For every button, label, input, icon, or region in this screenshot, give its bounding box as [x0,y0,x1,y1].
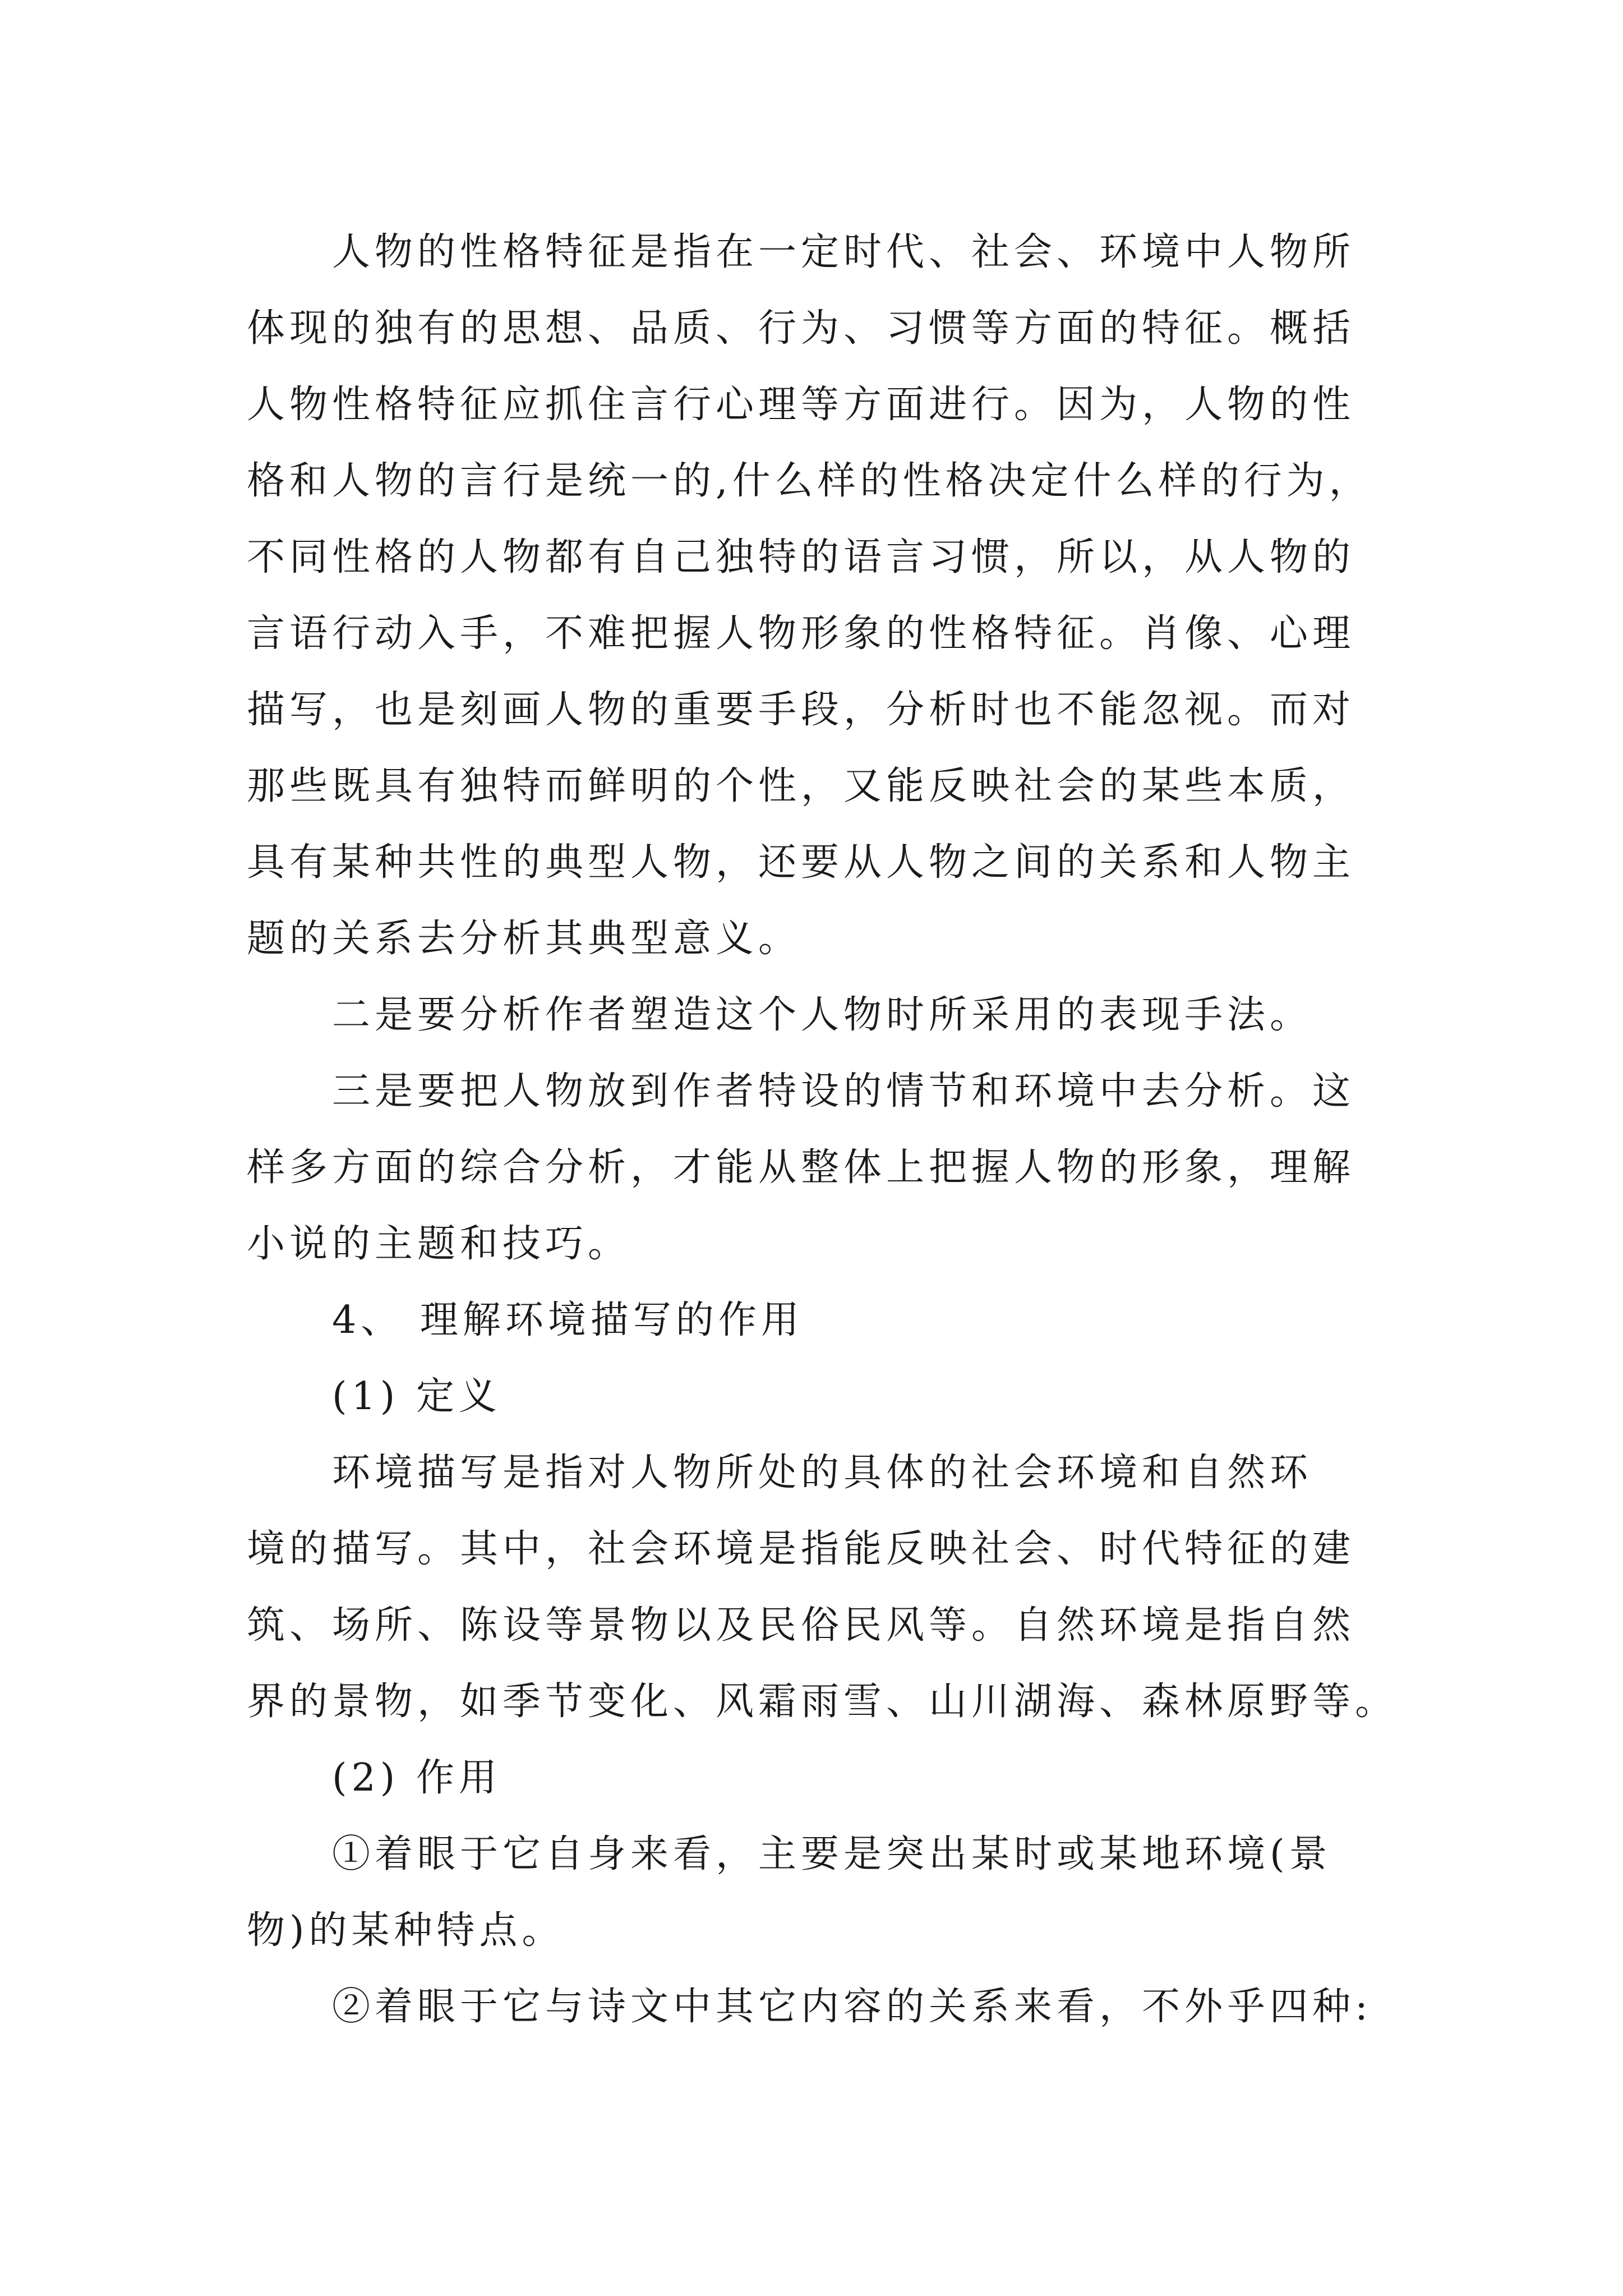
text-line: 人物的性格特征是指在一定时代、社会、环境中人物所 [332,230,1355,274]
text-line: 样多方面的综合分析，才能从整体上把握人物的形象，理解 [247,1145,1355,1190]
text-line: 格和人物的言行是统一的,什么样的性格决定什么样的行为， [247,459,1372,503]
paragraph-function-one [247,1816,1391,1969]
text-line: 那些既具有独特而鲜明的个性，又能反映社会的某些本质， [247,764,1355,808]
text-line: 筑、场所、陈设等景物以及民俗民风等。自然环境是指自然 [247,1603,1355,1648]
text-line: (2) 作用 [332,1756,501,1800]
text-line: 题的关系去分析其典型意义。 [247,917,801,961]
subheading-definition [247,1359,1391,1435]
text-line: 4、 理解环境描写的作用 [332,1298,804,1342]
text-line: ②着眼于它与诗文中其它内容的关系来看，不外乎四种: [332,1985,1372,2029]
text-line: 物)的某种特点。 [247,1908,565,1953]
text-line: 二是要分析作者塑造这个人物时所采用的表现手法。 [332,993,1313,1037]
text-line: 描写，也是刻画人物的重要手段，分析时也不能忽视。而对 [247,688,1355,732]
text-line: 三是要把人物放到作者特设的情节和环境中去分析。这 [332,1069,1355,1114]
paragraph-point-two [247,977,1391,1053]
document-body [247,214,1398,2045]
text-line: 体现的独有的思想、品质、行为、习惯等方面的特征。概括 [247,306,1355,351]
text-line: 人物性格特征应抓住言行心理等方面进行。因为，人物的性 [247,383,1355,427]
text-line: ①着眼于它自身来看，主要是突出某时或某地环境(景 [332,1832,1332,1876]
text-line: 言语行动入手，不难把握人物形象的性格特征。肖像、心理 [247,611,1355,656]
text-line: (1) 定义 [332,1374,501,1419]
paragraph-point-three [247,1053,1391,1282]
text-line: 界的景物，如季节变化、风霜雨雪、山川湖海、森林原野等。 [247,1680,1398,1724]
text-line: 小说的主题和技巧。 [247,1222,631,1266]
text-line: 不同性格的人物都有自己独特的语言习惯，所以，从人物的 [247,535,1355,579]
text-line: 境的描写。其中，社会环境是指能反映社会、时代特征的建 [247,1527,1355,1571]
text-line: 具有某种共性的典型人物，还要从人物之间的关系和人物主 [247,840,1355,885]
paragraph-character-traits [247,214,1391,977]
subheading-function [247,1740,1391,1816]
paragraph-function-two [247,1969,1391,2045]
text-line: 环境描写是指对人物所处的具体的社会环境和自然环 [332,1451,1313,1495]
paragraph-environment-definition [247,1435,1398,1740]
section-heading-environment [247,1282,1391,1359]
